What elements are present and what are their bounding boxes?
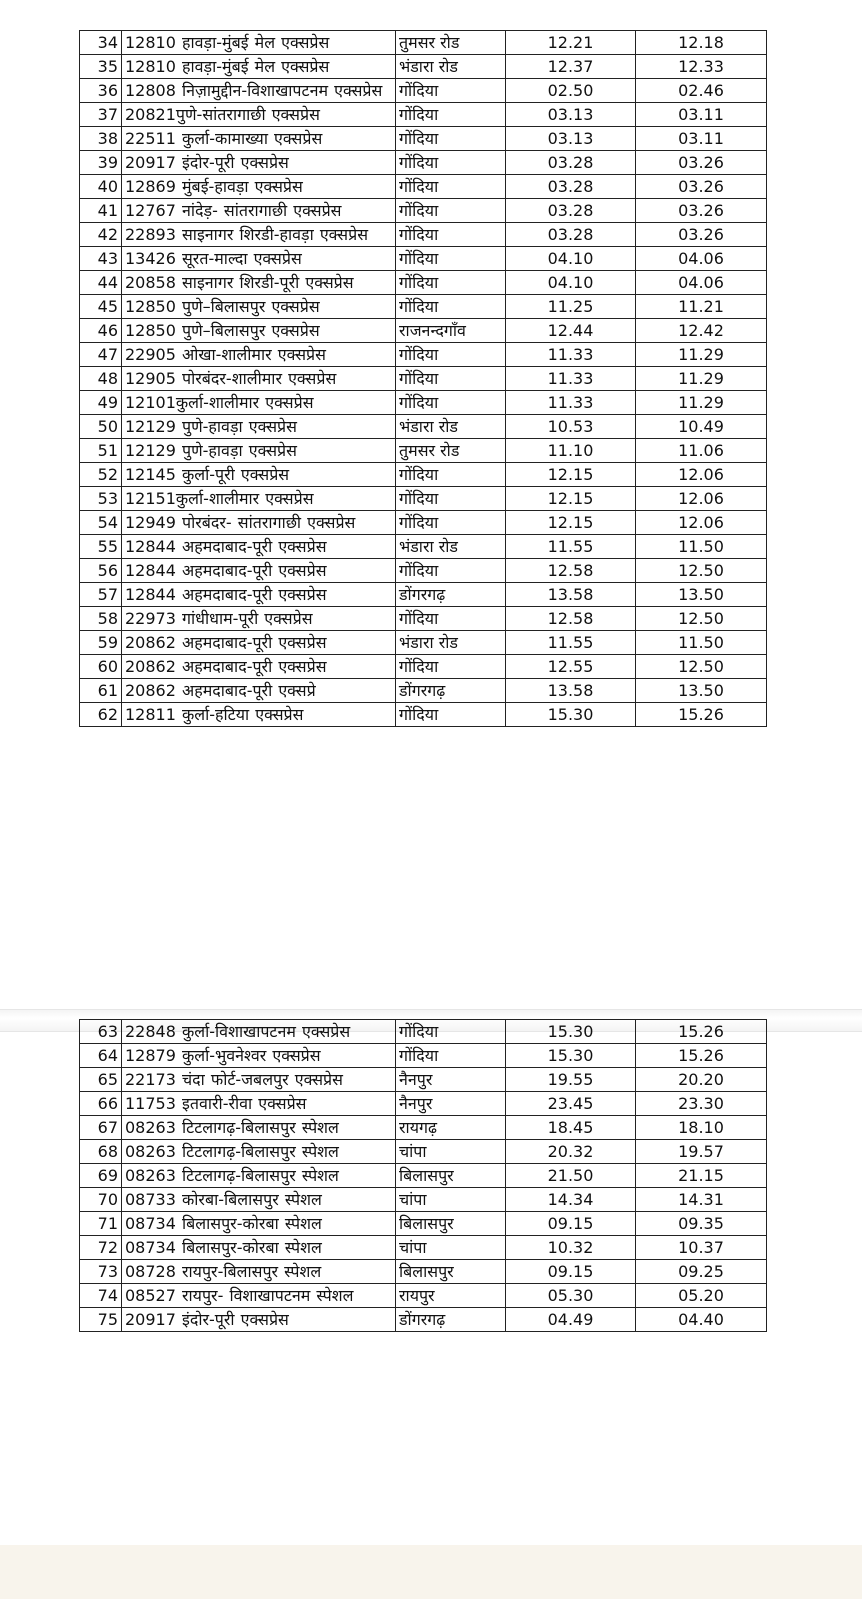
train-name-cell: 12129 पुणे-हावड़ा एक्सप्रेस [122,439,396,463]
station-cell: बिलासपुर [396,1212,506,1236]
time-2-cell: 03.26 [636,199,767,223]
serial-number-cell: 64 [80,1044,122,1068]
train-name-cell: 20862 अहमदाबाद-पूरी एक्सप्रेस [122,631,396,655]
time-1-cell: 11.55 [506,535,636,559]
train-name-cell: 22511 कुर्ला-कामाख्या एक्सप्रेस [122,127,396,151]
station-cell: गोंदिया [396,223,506,247]
train-timetable-bottom [79,1019,767,1332]
station-cell: गोंदिया [396,607,506,631]
table-row [80,487,767,511]
time-1-cell: 11.25 [506,295,636,319]
time-1-cell: 12.58 [506,559,636,583]
station-cell: गोंदिया [396,511,506,535]
serial-number-cell: 71 [80,1212,122,1236]
train-name-cell: 11753 इतवारी-रीवा एक्सप्रेस [122,1092,396,1116]
time-1-cell: 04.49 [506,1308,636,1332]
station-cell: गोंदिया [396,175,506,199]
table-row [80,1044,767,1068]
train-name-cell: 08527 रायपुर- विशाखापटनम स्पेशल [122,1284,396,1308]
station-cell: गोंदिया [396,271,506,295]
station-cell: राजनन्दगाँव [396,319,506,343]
time-1-cell: 03.28 [506,223,636,247]
time-1-cell: 13.58 [506,583,636,607]
time-2-cell: 15.26 [636,703,767,727]
station-cell: गोंदिया [396,79,506,103]
time-2-cell: 10.37 [636,1236,767,1260]
train-name-cell: 12949 पोरबंदर- सांतरागाछी एक्सप्रेस [122,511,396,535]
serial-number-cell: 38 [80,127,122,151]
time-1-cell: 03.28 [506,151,636,175]
time-2-cell: 12.06 [636,511,767,535]
train-name-cell: 20821पुणे-सांतरागाछी एक्सप्रेस [122,103,396,127]
serial-number-cell: 55 [80,535,122,559]
time-1-cell: 03.28 [506,199,636,223]
time-2-cell: 11.50 [636,535,767,559]
station-cell: चांपा [396,1188,506,1212]
table-row [80,1212,767,1236]
timetable-sheet-continued [79,1019,766,1332]
time-2-cell: 04.40 [636,1308,767,1332]
time-1-cell: 11.33 [506,391,636,415]
time-1-cell: 14.34 [506,1188,636,1212]
station-cell: गोंदिया [396,391,506,415]
table-row [80,1260,767,1284]
time-2-cell: 12.50 [636,655,767,679]
table-row [80,31,767,55]
time-1-cell: 10.32 [506,1236,636,1260]
train-name-cell: 12767 नांदेड़- सांतरागाछी एक्सप्रेस [122,199,396,223]
train-name-cell: 08734 बिलासपुर-कोरबा स्पेशल [122,1212,396,1236]
table-row [80,1308,767,1332]
time-2-cell: 13.50 [636,583,767,607]
serial-number-cell: 65 [80,1068,122,1092]
serial-number-cell: 53 [80,487,122,511]
table-row [80,1116,767,1140]
time-2-cell: 03.11 [636,103,767,127]
table-row [80,1188,767,1212]
time-1-cell: 12.55 [506,655,636,679]
station-cell: रायपुर [396,1284,506,1308]
time-2-cell: 11.29 [636,343,767,367]
table-row [80,175,767,199]
station-cell: गोंदिया [396,247,506,271]
time-2-cell: 12.33 [636,55,767,79]
train-name-cell: 08728 रायपुर-बिलासपुर स्पेशल [122,1260,396,1284]
serial-number-cell: 49 [80,391,122,415]
table-row [80,1164,767,1188]
table-row [80,55,767,79]
station-cell: गोंदिया [396,559,506,583]
station-cell: गोंदिया [396,367,506,391]
time-1-cell: 04.10 [506,271,636,295]
time-1-cell: 15.30 [506,1044,636,1068]
time-1-cell: 12.37 [506,55,636,79]
time-1-cell: 05.30 [506,1284,636,1308]
time-2-cell: 21.15 [636,1164,767,1188]
serial-number-cell: 44 [80,271,122,295]
train-name-cell: 22848 कुर्ला-विशाखापटनम एक्सप्रेस [122,1020,396,1044]
serial-number-cell: 41 [80,199,122,223]
time-2-cell: 12.42 [636,319,767,343]
time-1-cell: 23.45 [506,1092,636,1116]
serial-number-cell: 58 [80,607,122,631]
time-2-cell: 15.26 [636,1044,767,1068]
serial-number-cell: 35 [80,55,122,79]
time-1-cell: 15.30 [506,703,636,727]
train-name-cell: 12811 कुर्ला-हटिया एक्सप्रेस [122,703,396,727]
time-2-cell: 12.06 [636,463,767,487]
time-2-cell: 11.29 [636,367,767,391]
station-cell: भंडारा रोड [396,535,506,559]
serial-number-cell: 60 [80,655,122,679]
time-1-cell: 12.44 [506,319,636,343]
table-row [80,1140,767,1164]
table-row [80,151,767,175]
train-name-cell: 20917 इंदोर-पूरी एक्सप्रेस [122,1308,396,1332]
train-name-cell: 12850 पुणे–बिलासपुर एक्सप्रेस [122,319,396,343]
station-cell: डोंगरगढ़ [396,1308,506,1332]
station-cell: डोंगरगढ़ [396,679,506,703]
station-cell: गोंदिया [396,1020,506,1044]
station-cell: गोंदिया [396,1044,506,1068]
time-1-cell: 12.15 [506,463,636,487]
time-2-cell: 03.11 [636,127,767,151]
time-2-cell: 02.46 [636,79,767,103]
table-row [80,319,767,343]
table-row [80,391,767,415]
time-2-cell: 03.26 [636,223,767,247]
station-cell: भंडारा रोड [396,415,506,439]
station-cell: गोंदिया [396,463,506,487]
time-1-cell: 09.15 [506,1212,636,1236]
train-name-cell: 20862 अहमदाबाद-पूरी एक्सप्रे [122,679,396,703]
table-row [80,631,767,655]
station-cell: गोंदिया [396,127,506,151]
station-cell: गोंदिया [396,103,506,127]
train-name-cell: 12844 अहमदाबाद-पूरी एक्सप्रेस [122,535,396,559]
station-cell: बिलासपुर [396,1164,506,1188]
train-name-cell: 08734 बिलासपुर-कोरबा स्पेशल [122,1236,396,1260]
serial-number-cell: 75 [80,1308,122,1332]
station-cell: गोंदिया [396,151,506,175]
train-name-cell: 08263 टिटलागढ़-बिलासपुर स्पेशल [122,1116,396,1140]
timetable-body-top [80,31,767,727]
table-row [80,415,767,439]
serial-number-cell: 50 [80,415,122,439]
time-1-cell: 02.50 [506,79,636,103]
time-1-cell: 11.33 [506,367,636,391]
bottom-margin [0,1545,862,1599]
time-2-cell: 11.29 [636,391,767,415]
time-1-cell: 03.13 [506,103,636,127]
time-2-cell: 04.06 [636,247,767,271]
time-2-cell: 11.50 [636,631,767,655]
train-name-cell: 20862 अहमदाबाद-पूरी एक्सप्रेस [122,655,396,679]
time-2-cell: 09.35 [636,1212,767,1236]
table-row [80,103,767,127]
time-2-cell: 23.30 [636,1092,767,1116]
table-row [80,583,767,607]
train-name-cell: 12808 निज़ामुद्दीन-विशाखापटनम एक्सप्रेस [122,79,396,103]
serial-number-cell: 56 [80,559,122,583]
train-name-cell: 08263 टिटलागढ़-बिलासपुर स्पेशल [122,1164,396,1188]
table-row [80,1020,767,1044]
train-name-cell: 12844 अहमदाबाद-पूरी एक्सप्रेस [122,559,396,583]
table-row [80,463,767,487]
table-row [80,367,767,391]
time-1-cell: 12.58 [506,607,636,631]
serial-number-cell: 66 [80,1092,122,1116]
station-cell: बिलासपुर [396,1260,506,1284]
train-name-cell: 12101कुर्ला-शालीमार एक्सप्रेस [122,391,396,415]
serial-number-cell: 72 [80,1236,122,1260]
serial-number-cell: 61 [80,679,122,703]
serial-number-cell: 51 [80,439,122,463]
station-cell: भंडारा रोड [396,55,506,79]
station-cell: चांपा [396,1236,506,1260]
time-1-cell: 19.55 [506,1068,636,1092]
table-row [80,271,767,295]
serial-number-cell: 39 [80,151,122,175]
train-name-cell: 08733 कोरबा-बिलासपुर स्पेशल [122,1188,396,1212]
timetable-sheet [79,30,766,727]
time-1-cell: 11.10 [506,439,636,463]
serial-number-cell: 36 [80,79,122,103]
serial-number-cell: 68 [80,1140,122,1164]
serial-number-cell: 37 [80,103,122,127]
train-name-cell: 22905 ओखा-शालीमार एक्सप्रेस [122,343,396,367]
train-name-cell: 20917 इंदोर-पूरी एक्सप्रेस [122,151,396,175]
serial-number-cell: 63 [80,1020,122,1044]
station-cell: गोंदिया [396,487,506,511]
time-1-cell: 12.21 [506,31,636,55]
table-row [80,511,767,535]
time-1-cell: 11.33 [506,343,636,367]
serial-number-cell: 67 [80,1116,122,1140]
train-name-cell: 20858 साइनागर शिरडी-पूरी एक्सप्रेस [122,271,396,295]
table-row [80,703,767,727]
serial-number-cell: 73 [80,1260,122,1284]
table-row [80,223,767,247]
time-2-cell: 20.20 [636,1068,767,1092]
table-row [80,655,767,679]
time-2-cell: 12.06 [636,487,767,511]
station-cell: गोंदिया [396,703,506,727]
time-2-cell: 10.49 [636,415,767,439]
train-name-cell: 12905 पोरबंदर-शालीमार एक्सप्रेस [122,367,396,391]
serial-number-cell: 40 [80,175,122,199]
serial-number-cell: 42 [80,223,122,247]
station-cell: भंडारा रोड [396,631,506,655]
station-cell: तुमसर रोड [396,439,506,463]
table-row [80,535,767,559]
time-2-cell: 09.25 [636,1260,767,1284]
table-row [80,295,767,319]
time-1-cell: 18.45 [506,1116,636,1140]
time-2-cell: 12.18 [636,31,767,55]
serial-number-cell: 74 [80,1284,122,1308]
time-2-cell: 03.26 [636,175,767,199]
time-1-cell: 04.10 [506,247,636,271]
train-name-cell: 12850 पुणे–बिलासपुर एक्सप्रेस [122,295,396,319]
time-1-cell: 15.30 [506,1020,636,1044]
serial-number-cell: 48 [80,367,122,391]
station-cell: तुमसर रोड [396,31,506,55]
serial-number-cell: 57 [80,583,122,607]
table-row [80,79,767,103]
time-2-cell: 19.57 [636,1140,767,1164]
time-2-cell: 03.26 [636,151,767,175]
station-cell: नैनपुर [396,1068,506,1092]
train-timetable-top [79,30,767,727]
table-row [80,127,767,151]
time-2-cell: 11.06 [636,439,767,463]
station-cell: गोंदिया [396,199,506,223]
train-name-cell: 12869 मुंबई-हावड़ा एक्सप्रेस [122,175,396,199]
time-2-cell: 04.06 [636,271,767,295]
time-1-cell: 13.58 [506,679,636,703]
station-cell: डोंगरगढ़ [396,583,506,607]
station-cell: गोंदिया [396,343,506,367]
train-name-cell: 12129 पुणे-हावड़ा एक्सप्रेस [122,415,396,439]
train-name-cell: 12879 कुर्ला-भुवनेश्वर एक्सप्रेस [122,1044,396,1068]
table-row [80,343,767,367]
time-1-cell: 12.15 [506,487,636,511]
table-row [80,1092,767,1116]
time-2-cell: 12.50 [636,607,767,631]
table-row [80,1284,767,1308]
serial-number-cell: 47 [80,343,122,367]
serial-number-cell: 52 [80,463,122,487]
serial-number-cell: 62 [80,703,122,727]
serial-number-cell: 43 [80,247,122,271]
train-name-cell: 12810 हावड़ा-मुंबई मेल एक्सप्रेस [122,31,396,55]
time-2-cell: 15.26 [636,1020,767,1044]
station-cell: चांपा [396,1140,506,1164]
station-cell: गोंदिया [396,655,506,679]
serial-number-cell: 59 [80,631,122,655]
time-1-cell: 21.50 [506,1164,636,1188]
time-1-cell: 12.15 [506,511,636,535]
table-row [80,559,767,583]
serial-number-cell: 54 [80,511,122,535]
train-name-cell: 22893 साइनागर शिरडी-हावड़ा एक्सप्रेस [122,223,396,247]
time-2-cell: 05.20 [636,1284,767,1308]
train-name-cell: 12145 कुर्ला-पूरी एक्सप्रेस [122,463,396,487]
train-name-cell: 12151कुर्ला-शालीमार एक्सप्रेस [122,487,396,511]
time-1-cell: 20.32 [506,1140,636,1164]
table-row [80,199,767,223]
station-cell: रायगढ़ [396,1116,506,1140]
serial-number-cell: 46 [80,319,122,343]
station-cell: नैनपुर [396,1092,506,1116]
time-2-cell: 13.50 [636,679,767,703]
station-cell: गोंदिया [396,295,506,319]
time-2-cell: 14.31 [636,1188,767,1212]
time-1-cell: 03.13 [506,127,636,151]
serial-number-cell: 45 [80,295,122,319]
time-1-cell: 10.53 [506,415,636,439]
time-1-cell: 03.28 [506,175,636,199]
train-name-cell: 08263 टिटलागढ़-बिलासपुर स्पेशल [122,1140,396,1164]
train-name-cell: 12810 हावड़ा-मुंबई मेल एक्सप्रेस [122,55,396,79]
time-2-cell: 11.21 [636,295,767,319]
timetable-body-bottom [80,1020,767,1332]
train-name-cell: 22173 चंदा फोर्ट-जबलपुर एक्सप्रेस [122,1068,396,1092]
time-2-cell: 12.50 [636,559,767,583]
table-row [80,679,767,703]
train-name-cell: 13426 सूरत-माल्दा एक्सप्रेस [122,247,396,271]
time-1-cell: 11.55 [506,631,636,655]
train-name-cell: 12844 अहमदाबाद-पूरी एक्सप्रेस [122,583,396,607]
serial-number-cell: 34 [80,31,122,55]
table-row [80,1236,767,1260]
table-row [80,247,767,271]
time-2-cell: 18.10 [636,1116,767,1140]
train-name-cell: 22973 गांधीधाम-पूरी एक्सप्रेस [122,607,396,631]
serial-number-cell: 69 [80,1164,122,1188]
table-row [80,439,767,463]
serial-number-cell: 70 [80,1188,122,1212]
table-row [80,1068,767,1092]
table-row [80,607,767,631]
time-1-cell: 09.15 [506,1260,636,1284]
